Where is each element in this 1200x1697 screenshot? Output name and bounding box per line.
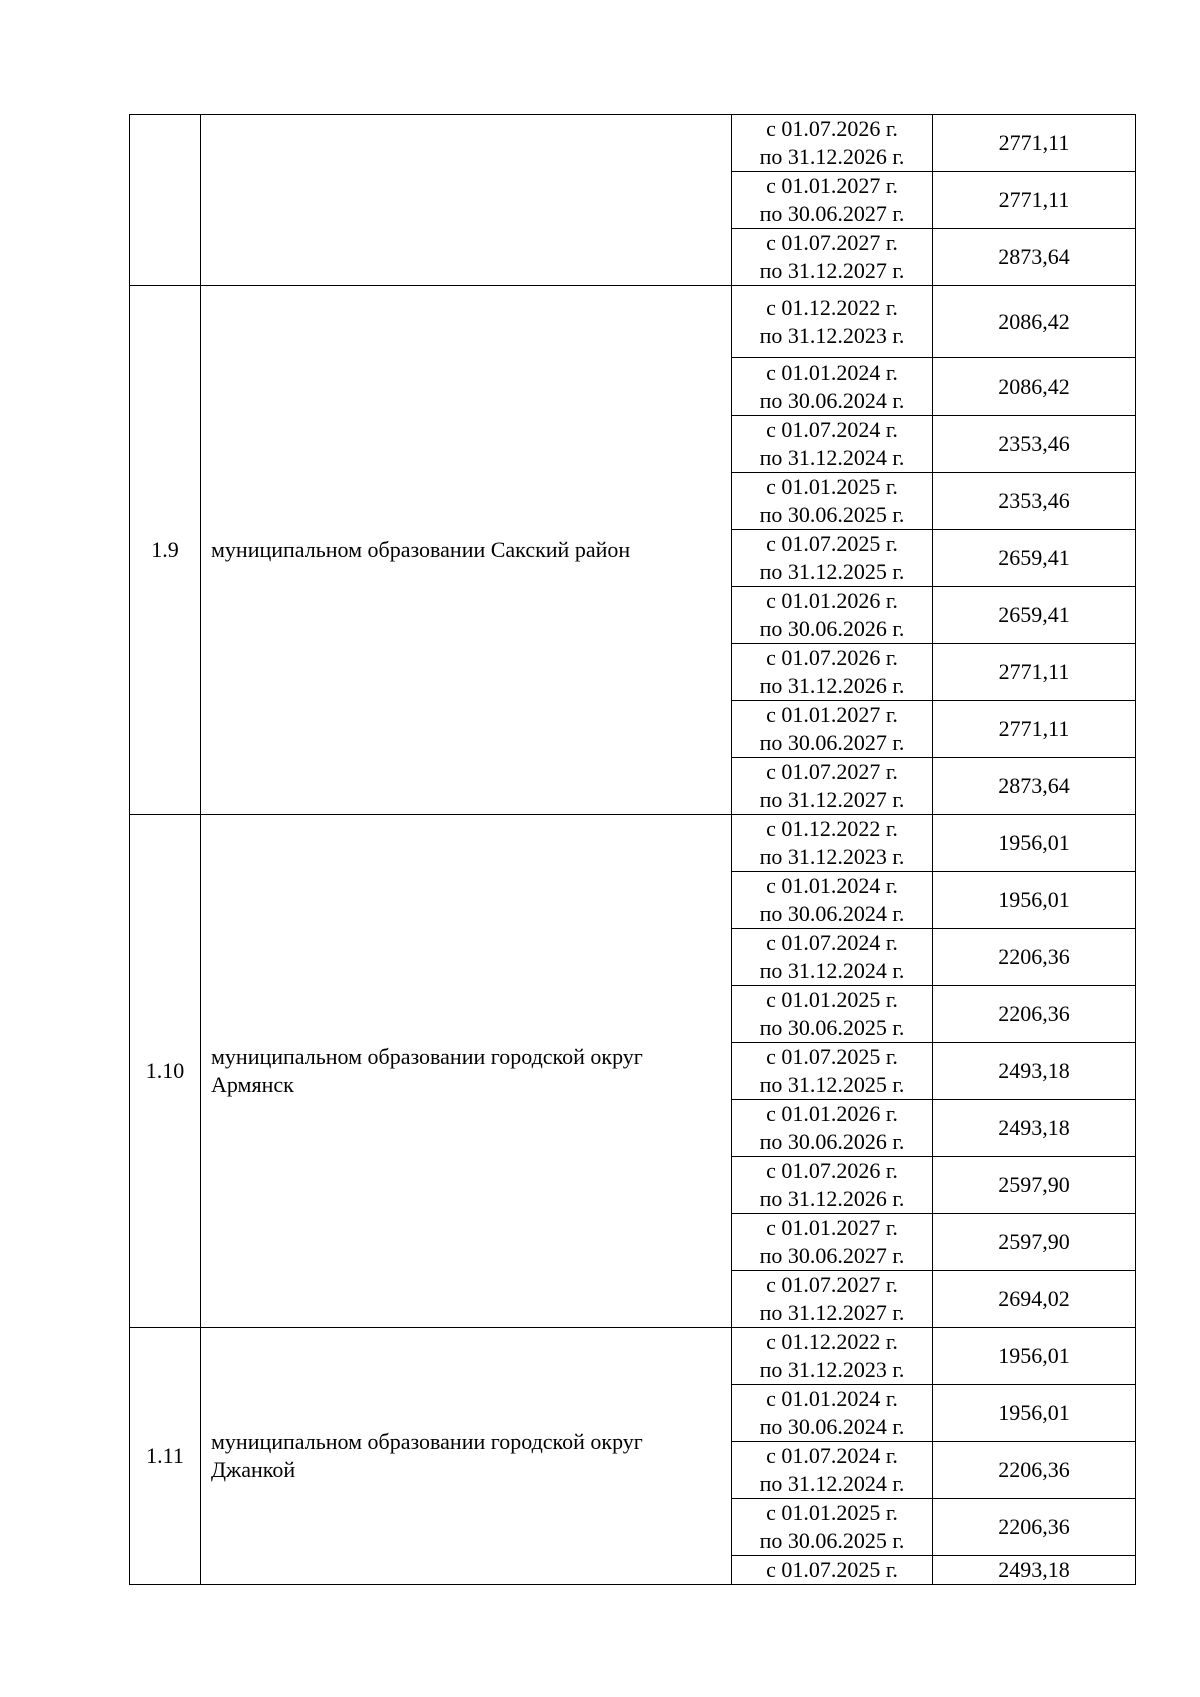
period-from: с 01.01.2025 г. — [766, 474, 898, 499]
tariff-value-cell: 2493,18 — [933, 1043, 1136, 1100]
period-from: с 01.07.2027 г. — [766, 230, 898, 255]
period-cell — [732, 1043, 933, 1100]
period-from: с 01.07.2027 г. — [766, 1272, 898, 1297]
period-to: по 30.06.2025 г. — [759, 1528, 905, 1553]
tariff-table — [129, 114, 1135, 1585]
period-from: с 01.01.2027 г. — [766, 1215, 898, 1240]
period-from: с 01.07.2024 г. — [766, 417, 898, 442]
period-to: по 30.06.2026 г. — [759, 616, 905, 641]
municipality-name-cell: муниципальном образовании городской округ Армянск — [201, 815, 732, 1328]
tariff-value-cell: 2597,90 — [933, 1214, 1136, 1271]
period-to: по 30.06.2025 г. — [759, 502, 905, 527]
municipality-name-cell: муниципальном образовании Сакский район — [201, 286, 732, 815]
period-cell — [732, 815, 933, 872]
period-from: с 01.07.2026 г. — [766, 1158, 898, 1183]
period-to: по 31.12.2024 г. — [759, 958, 905, 983]
period-from: с 01.01.2024 г. — [766, 1386, 898, 1411]
period-cell — [732, 587, 933, 644]
period-cell — [732, 929, 933, 986]
row-number-cell: 1.9 — [130, 286, 201, 815]
period-to: по 30.06.2027 г. — [759, 201, 905, 226]
tariff-table-grid — [129, 114, 1136, 1585]
period-cell — [732, 115, 933, 172]
row-number-cell: 1.11 — [130, 1328, 201, 1585]
period-from: с 01.07.2027 г. — [766, 759, 898, 784]
period-to: по 31.12.2023 г. — [759, 844, 905, 869]
municipality-name-cell — [201, 115, 732, 286]
tariff-value-cell: 2873,64 — [933, 229, 1136, 286]
period-to: по 30.06.2024 г. — [759, 1414, 905, 1439]
period-to: по 31.12.2026 г. — [759, 1186, 905, 1211]
period-from: с 01.07.2025 г. — [766, 531, 898, 556]
period-cell — [732, 172, 933, 229]
municipality-name-cell: муниципальном образовании городской округ Джанкой — [201, 1328, 732, 1585]
period-from: с 01.01.2026 г. — [766, 588, 898, 613]
period-to: по 30.06.2024 г. — [759, 387, 905, 413]
period-from: с 01.01.2025 г. — [766, 987, 898, 1012]
period-to: по 31.12.2026 г. — [759, 144, 905, 169]
tariff-value-cell: 2771,11 — [933, 644, 1136, 701]
period-cell — [732, 473, 933, 530]
tariff-value-cell: 2771,11 — [933, 172, 1136, 229]
tariff-value-cell: 1956,01 — [933, 1328, 1136, 1385]
period-cell — [732, 1556, 933, 1585]
table-row — [130, 115, 1136, 172]
period-cell — [732, 416, 933, 473]
period-from: с 01.01.2027 г. — [766, 173, 898, 198]
period-cell — [732, 1499, 933, 1556]
tariff-value-cell: 2493,18 — [933, 1100, 1136, 1157]
tariff-value-cell: 1956,01 — [933, 872, 1136, 929]
period-from: с 01.01.2025 г. — [766, 1500, 898, 1525]
period-cell — [732, 358, 933, 416]
period-cell — [732, 286, 933, 358]
tariff-value-cell: 2771,11 — [933, 701, 1136, 758]
row-number-cell: 1.10 — [130, 815, 201, 1328]
table-row — [130, 286, 1136, 358]
period-from: с 01.01.2026 г. — [766, 1101, 898, 1126]
tariff-value-cell: 2694,02 — [933, 1271, 1136, 1328]
period-from: с 01.12.2022 г. — [766, 1329, 898, 1354]
tariff-value-cell: 1956,01 — [933, 815, 1136, 872]
period-from: с 01.07.2026 г. — [766, 116, 898, 141]
period-to: по 31.12.2023 г. — [759, 1357, 905, 1382]
period-cell — [732, 1157, 933, 1214]
period-to: по 30.06.2024 г. — [759, 901, 905, 926]
period-to: по 31.12.2023 г. — [759, 322, 905, 348]
period-cell — [732, 1328, 933, 1385]
period-cell — [732, 1100, 933, 1157]
tariff-value-cell: 2597,90 — [933, 1157, 1136, 1214]
tariff-value-cell: 2086,42 — [933, 286, 1136, 358]
period-to: по 31.12.2027 г. — [759, 258, 905, 283]
period-to: по 31.12.2025 г. — [759, 559, 905, 584]
period-to: по 31.12.2026 г. — [759, 673, 905, 698]
table-row — [130, 815, 1136, 872]
row-number-cell — [130, 115, 201, 286]
period-to: по 31.12.2025 г. — [759, 1072, 905, 1097]
tariff-value-cell: 2873,64 — [933, 758, 1136, 815]
tariff-value-cell: 1956,01 — [933, 1385, 1136, 1442]
period-cell — [732, 701, 933, 758]
period-from: с 01.07.2025 г. — [766, 1044, 898, 1069]
tariff-value-cell: 2353,46 — [933, 416, 1136, 473]
period-from: с 01.07.2024 г. — [766, 930, 898, 955]
period-cell — [732, 644, 933, 701]
tariff-table-body — [130, 115, 1136, 1585]
tariff-value-cell: 2659,41 — [933, 587, 1136, 644]
period-to: по 30.06.2025 г. — [759, 1015, 905, 1040]
period-cell — [732, 1385, 933, 1442]
tariff-value-cell: 2493,18 — [933, 1556, 1136, 1585]
period-to: по 30.06.2027 г. — [759, 1243, 905, 1268]
period-from: с 01.07.2024 г. — [766, 1443, 898, 1468]
period-cell — [732, 1442, 933, 1499]
period-from: с 01.01.2027 г. — [766, 702, 898, 727]
tariff-value-cell: 2086,42 — [933, 358, 1136, 416]
tariff-value-cell: 2206,36 — [933, 1499, 1136, 1556]
period-cell — [732, 758, 933, 815]
period-cell — [732, 1214, 933, 1271]
period-from: с 01.07.2026 г. — [766, 645, 898, 670]
period-to: по 31.12.2027 г. — [759, 1300, 905, 1325]
period-from: с 01.12.2022 г. — [766, 294, 898, 320]
tariff-value-cell: 2206,36 — [933, 929, 1136, 986]
period-cell — [732, 986, 933, 1043]
period-to: по 31.12.2024 г. — [759, 445, 905, 470]
period-cell — [732, 872, 933, 929]
period-from: с 01.01.2024 г. — [766, 873, 898, 898]
tariff-value-cell: 2206,36 — [933, 986, 1136, 1043]
tariff-value-cell: 2353,46 — [933, 473, 1136, 530]
period-to: по 30.06.2026 г. — [759, 1129, 905, 1154]
period-from: с 01.01.2024 г. — [766, 359, 898, 385]
tariff-value-cell: 2771,11 — [933, 115, 1136, 172]
period-cell — [732, 229, 933, 286]
tariff-value-cell: 2206,36 — [933, 1442, 1136, 1499]
tariff-value-cell: 2659,41 — [933, 530, 1136, 587]
period-from: с 01.12.2022 г. — [766, 816, 898, 841]
period-cell — [732, 1271, 933, 1328]
table-row — [130, 1328, 1136, 1385]
period-to: по 30.06.2027 г. — [759, 730, 905, 755]
period-from: с 01.07.2025 г. — [766, 1557, 898, 1582]
period-to: по 31.12.2027 г. — [759, 787, 905, 812]
period-to: по 31.12.2024 г. — [759, 1471, 905, 1496]
period-cell — [732, 530, 933, 587]
